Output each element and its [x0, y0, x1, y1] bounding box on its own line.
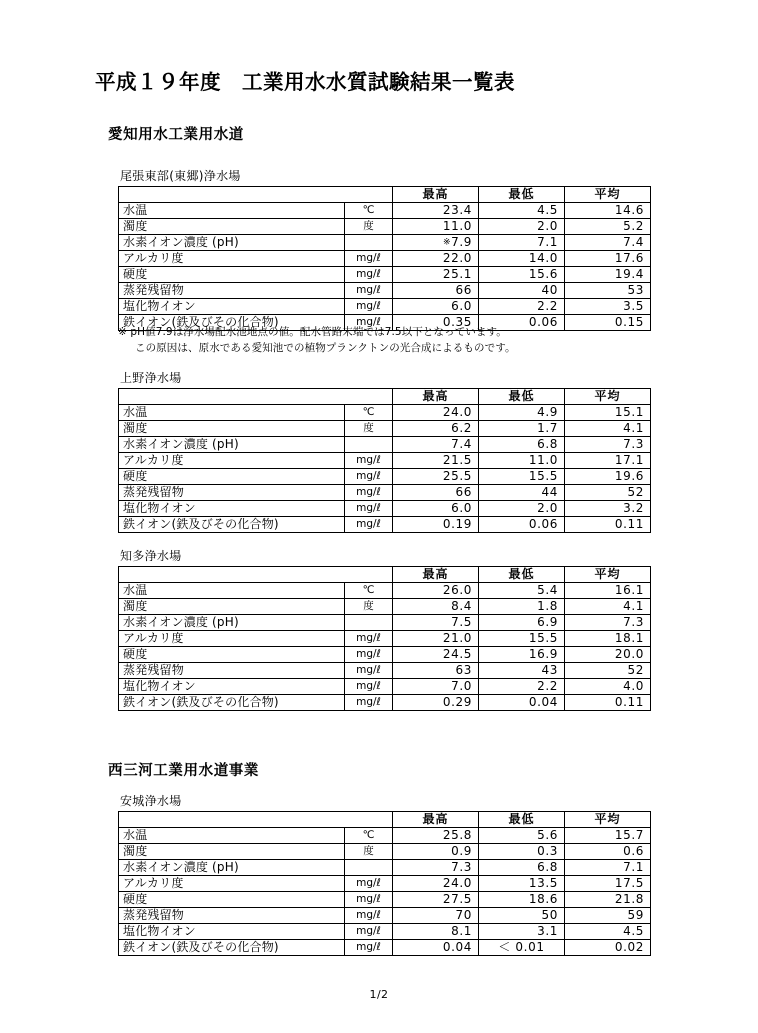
table-row [119, 219, 651, 235]
value-cell-min: 11.0 [479, 453, 565, 469]
value-cell-avg: 19.6 [565, 469, 651, 485]
value-cell-max: 7.0 [393, 679, 479, 695]
table-row [119, 860, 651, 876]
table-header-row [119, 567, 651, 583]
table-row [119, 695, 651, 711]
value-cell-avg: 7.4 [565, 235, 651, 251]
value-cell-avg: 4.1 [565, 599, 651, 615]
footnote-line-1: ※ pH値7.9は浄水場配水池地点の値。配水管路末端では7.5以下となっています。 [118, 326, 507, 338]
value-cell-avg: 59 [565, 908, 651, 924]
unit-cell: mg/ℓ [345, 517, 393, 533]
table-row [119, 663, 651, 679]
value-cell-min: 1.7 [479, 421, 565, 437]
value-cell-max: ※7.9 [393, 235, 479, 251]
value-cell-max: 0.29 [393, 695, 479, 711]
value-cell-min: 2.0 [479, 219, 565, 235]
unit-cell: mg/ℓ [345, 924, 393, 940]
row-label-cell: アルカリ度 [119, 876, 345, 892]
value-cell-min: 6.9 [479, 615, 565, 631]
value-cell-max: 6.2 [393, 421, 479, 437]
value-cell-min: 2.2 [479, 679, 565, 695]
value-cell-min: 5.6 [479, 828, 565, 844]
row-label-cell: 濁度 [119, 421, 345, 437]
value-cell-avg: 0.6 [565, 844, 651, 860]
value-cell-avg: 4.5 [565, 924, 651, 940]
table-header-row [119, 812, 651, 828]
unit-cell: mg/ℓ [345, 892, 393, 908]
footnote-line-2: この原因は、原水である愛知池での植物プランクトンの光合成によるものです。 [135, 342, 516, 354]
table-row [119, 892, 651, 908]
table-row [119, 437, 651, 453]
unit-cell: mg/ℓ [345, 940, 393, 956]
unit-cell: mg/ℓ [345, 315, 393, 331]
column-header-avg: 平均 [565, 389, 651, 405]
row-label-cell: 水素イオン濃度 (pH) [119, 437, 345, 453]
value-cell-avg: 16.1 [565, 583, 651, 599]
row-label-cell: 硬度 [119, 892, 345, 908]
table-row [119, 469, 651, 485]
value-cell-max: 25.1 [393, 267, 479, 283]
row-label-cell: 蒸発残留物 [119, 283, 345, 299]
value-cell-min: 15.5 [479, 469, 565, 485]
water-quality-table [118, 186, 651, 331]
column-header-blank [119, 187, 393, 203]
unit-cell [345, 235, 393, 251]
table-row [119, 517, 651, 533]
value-cell-avg: 0.15 [565, 315, 651, 331]
value-cell-avg: 3.5 [565, 299, 651, 315]
unit-cell [345, 437, 393, 453]
table-caption: 上野浄水場 [120, 371, 182, 385]
table-caption: 安城浄水場 [120, 794, 182, 808]
table-footnote [118, 324, 516, 356]
value-cell-max: 8.1 [393, 924, 479, 940]
column-header-avg: 平均 [565, 567, 651, 583]
row-label-cell: 鉄イオン(鉄及びその化合物) [119, 517, 345, 533]
table-row [119, 485, 651, 501]
section-heading: 愛知用水工業用水道 [108, 127, 244, 143]
value-cell-min: 44 [479, 485, 565, 501]
column-header-min: 最低 [479, 187, 565, 203]
unit-cell: mg/ℓ [345, 267, 393, 283]
unit-cell [345, 860, 393, 876]
value-cell-min: ＜ 0.01 [479, 940, 565, 956]
table-row [119, 876, 651, 892]
value-cell-min: 13.5 [479, 876, 565, 892]
water-quality-table [118, 566, 651, 711]
row-label-cell: 塩化物イオン [119, 679, 345, 695]
page-number: 1/2 [369, 988, 389, 1001]
column-header-max: 最高 [393, 567, 479, 583]
value-cell-max: 66 [393, 485, 479, 501]
row-label-cell: アルカリ度 [119, 453, 345, 469]
column-header-blank [119, 389, 393, 405]
unit-cell: mg/ℓ [345, 469, 393, 485]
unit-cell: mg/ℓ [345, 647, 393, 663]
value-cell-avg: 52 [565, 663, 651, 679]
footnote-mark: ※ [442, 237, 452, 248]
table-row [119, 267, 651, 283]
unit-cell: 度 [345, 421, 393, 437]
value-cell-max: 24.0 [393, 405, 479, 421]
value-cell-avg: 0.02 [565, 940, 651, 956]
value-cell-max: 27.5 [393, 892, 479, 908]
table-row [119, 844, 651, 860]
unit-cell: mg/ℓ [345, 663, 393, 679]
table-row [119, 583, 651, 599]
unit-cell: ℃ [345, 583, 393, 599]
value-cell-max: 7.5 [393, 615, 479, 631]
value-cell-avg: 52 [565, 485, 651, 501]
value-cell-min: 0.04 [479, 695, 565, 711]
value-cell-max: 0.9 [393, 844, 479, 860]
value-cell-min: 16.9 [479, 647, 565, 663]
value-cell-avg: 7.3 [565, 437, 651, 453]
value-cell-min: 4.9 [479, 405, 565, 421]
table-row [119, 251, 651, 267]
value-cell-avg: 14.6 [565, 203, 651, 219]
unit-cell: mg/ℓ [345, 876, 393, 892]
row-label-cell: 硬度 [119, 267, 345, 283]
table-row [119, 615, 651, 631]
row-label-cell: 蒸発残留物 [119, 485, 345, 501]
unit-cell: ℃ [345, 828, 393, 844]
unit-cell: mg/ℓ [345, 631, 393, 647]
value-cell-max: 24.0 [393, 876, 479, 892]
value-cell-min: 3.1 [479, 924, 565, 940]
row-label-cell: 濁度 [119, 844, 345, 860]
unit-cell: 度 [345, 844, 393, 860]
value-cell-max: 66 [393, 283, 479, 299]
value-cell-min: 4.5 [479, 203, 565, 219]
value-cell-avg: 7.1 [565, 860, 651, 876]
table-row [119, 501, 651, 517]
unit-cell: mg/ℓ [345, 908, 393, 924]
column-header-min: 最低 [479, 389, 565, 405]
value-cell-avg: 15.1 [565, 405, 651, 421]
row-label-cell: アルカリ度 [119, 631, 345, 647]
value-cell-min: 5.4 [479, 583, 565, 599]
section-heading: 西三河工業用水道事業 [108, 763, 259, 779]
unit-cell: mg/ℓ [345, 501, 393, 517]
column-header-max: 最高 [393, 389, 479, 405]
value-cell-max: 24.5 [393, 647, 479, 663]
unit-cell: mg/ℓ [345, 453, 393, 469]
row-label-cell: 鉄イオン(鉄及びその化合物) [119, 940, 345, 956]
unit-cell: mg/ℓ [345, 299, 393, 315]
value-cell-max: 7.3 [393, 860, 479, 876]
column-header-avg: 平均 [565, 187, 651, 203]
value-cell-min: 40 [479, 283, 565, 299]
unit-cell: ℃ [345, 405, 393, 421]
water-quality-table [118, 388, 651, 533]
row-label-cell: 鉄イオン(鉄及びその化合物) [119, 695, 345, 711]
value-cell-max: 6.0 [393, 299, 479, 315]
value-cell-max: 21.0 [393, 631, 479, 647]
row-label-cell: 鉄イオン(鉄及びその化合物) [119, 315, 345, 331]
table-row [119, 679, 651, 695]
column-header-min: 最低 [479, 812, 565, 828]
value-cell-min: 6.8 [479, 437, 565, 453]
value-cell-min: 0.06 [479, 517, 565, 533]
table-row [119, 908, 651, 924]
table-header-row [119, 389, 651, 405]
table-caption: 尾張東部(東郷)浄水場 [120, 169, 241, 183]
unit-cell: mg/ℓ [345, 485, 393, 501]
column-header-avg: 平均 [565, 812, 651, 828]
table-row [119, 940, 651, 956]
row-label-cell: 塩化物イオン [119, 501, 345, 517]
row-label-cell: アルカリ度 [119, 251, 345, 267]
row-label-cell: 蒸発残留物 [119, 908, 345, 924]
value-cell-min: 6.8 [479, 860, 565, 876]
unit-cell: ℃ [345, 203, 393, 219]
row-label-cell: 水温 [119, 828, 345, 844]
value-cell-avg: 53 [565, 283, 651, 299]
row-label-cell: 蒸発残留物 [119, 663, 345, 679]
value-cell-avg: 20.0 [565, 647, 651, 663]
unit-cell: mg/ℓ [345, 679, 393, 695]
value-cell-max: 0.35 [393, 315, 479, 331]
value-cell-avg: 19.4 [565, 267, 651, 283]
value-cell-max: 63 [393, 663, 479, 679]
table-row [119, 421, 651, 437]
row-label-cell: 硬度 [119, 469, 345, 485]
value-cell-min: 43 [479, 663, 565, 679]
page-title: 平成１９年度 工業用水水質試験結果一覧表 [95, 70, 515, 94]
value-cell-avg: 17.5 [565, 876, 651, 892]
row-label-cell: 水素イオン濃度 (pH) [119, 235, 345, 251]
row-label-cell: 水温 [119, 583, 345, 599]
value-cell-min: 15.5 [479, 631, 565, 647]
row-label-cell: 水温 [119, 405, 345, 421]
table-row [119, 299, 651, 315]
value-cell-avg: 21.8 [565, 892, 651, 908]
value-cell-avg: 17.1 [565, 453, 651, 469]
row-label-cell: 塩化物イオン [119, 924, 345, 940]
value-cell-avg: 15.7 [565, 828, 651, 844]
value-cell-max: 26.0 [393, 583, 479, 599]
value-cell-avg: 5.2 [565, 219, 651, 235]
value-cell-avg: 4.1 [565, 421, 651, 437]
table-row [119, 453, 651, 469]
value-cell-avg: 0.11 [565, 695, 651, 711]
unit-cell: 度 [345, 599, 393, 615]
value-cell-max: 11.0 [393, 219, 479, 235]
unit-cell: 度 [345, 219, 393, 235]
value-cell-max: 6.0 [393, 501, 479, 517]
column-header-max: 最高 [393, 812, 479, 828]
value-cell-min: 0.3 [479, 844, 565, 860]
table-row [119, 203, 651, 219]
table-row [119, 828, 651, 844]
table-row [119, 924, 651, 940]
row-label-cell: 水素イオン濃度 (pH) [119, 615, 345, 631]
column-header-blank [119, 567, 393, 583]
value-cell-avg: 7.3 [565, 615, 651, 631]
water-quality-table [118, 811, 651, 956]
value-cell-max: 23.4 [393, 203, 479, 219]
value-cell-avg: 0.11 [565, 517, 651, 533]
value-cell-min: 50 [479, 908, 565, 924]
table-row [119, 405, 651, 421]
value-cell-max: 25.5 [393, 469, 479, 485]
table-row [119, 631, 651, 647]
row-label-cell: 硬度 [119, 647, 345, 663]
value-cell-max: 70 [393, 908, 479, 924]
value-cell-max: 21.5 [393, 453, 479, 469]
unit-cell [345, 615, 393, 631]
column-header-min: 最低 [479, 567, 565, 583]
value-cell-min: 7.1 [479, 235, 565, 251]
table-caption: 知多浄水場 [120, 549, 182, 563]
row-label-cell: 塩化物イオン [119, 299, 345, 315]
table-row [119, 647, 651, 663]
value-cell-max: 0.19 [393, 517, 479, 533]
value-cell-min: 0.06 [479, 315, 565, 331]
value-cell-max: 25.8 [393, 828, 479, 844]
column-header-max: 最高 [393, 187, 479, 203]
table-row [119, 599, 651, 615]
row-label-cell: 濁度 [119, 599, 345, 615]
table-row [119, 283, 651, 299]
value-cell-min: 18.6 [479, 892, 565, 908]
value-cell-min: 1.8 [479, 599, 565, 615]
table-header-row [119, 187, 651, 203]
value-cell-max: 22.0 [393, 251, 479, 267]
value-cell-max: 8.4 [393, 599, 479, 615]
value-cell-min: 15.6 [479, 267, 565, 283]
unit-cell: mg/ℓ [345, 283, 393, 299]
value-cell-max: 0.04 [393, 940, 479, 956]
value-cell-avg: 18.1 [565, 631, 651, 647]
unit-cell: mg/ℓ [345, 251, 393, 267]
column-header-blank [119, 812, 393, 828]
table-row [119, 235, 651, 251]
value-cell-avg: 3.2 [565, 501, 651, 517]
value-cell-min: 2.0 [479, 501, 565, 517]
value-cell-min: 14.0 [479, 251, 565, 267]
row-label-cell: 水温 [119, 203, 345, 219]
value-cell-avg: 17.6 [565, 251, 651, 267]
value-cell-avg: 4.0 [565, 679, 651, 695]
value-cell-max: 7.4 [393, 437, 479, 453]
row-label-cell: 水素イオン濃度 (pH) [119, 860, 345, 876]
row-label-cell: 濁度 [119, 219, 345, 235]
value-cell-min: 2.2 [479, 299, 565, 315]
unit-cell: mg/ℓ [345, 695, 393, 711]
